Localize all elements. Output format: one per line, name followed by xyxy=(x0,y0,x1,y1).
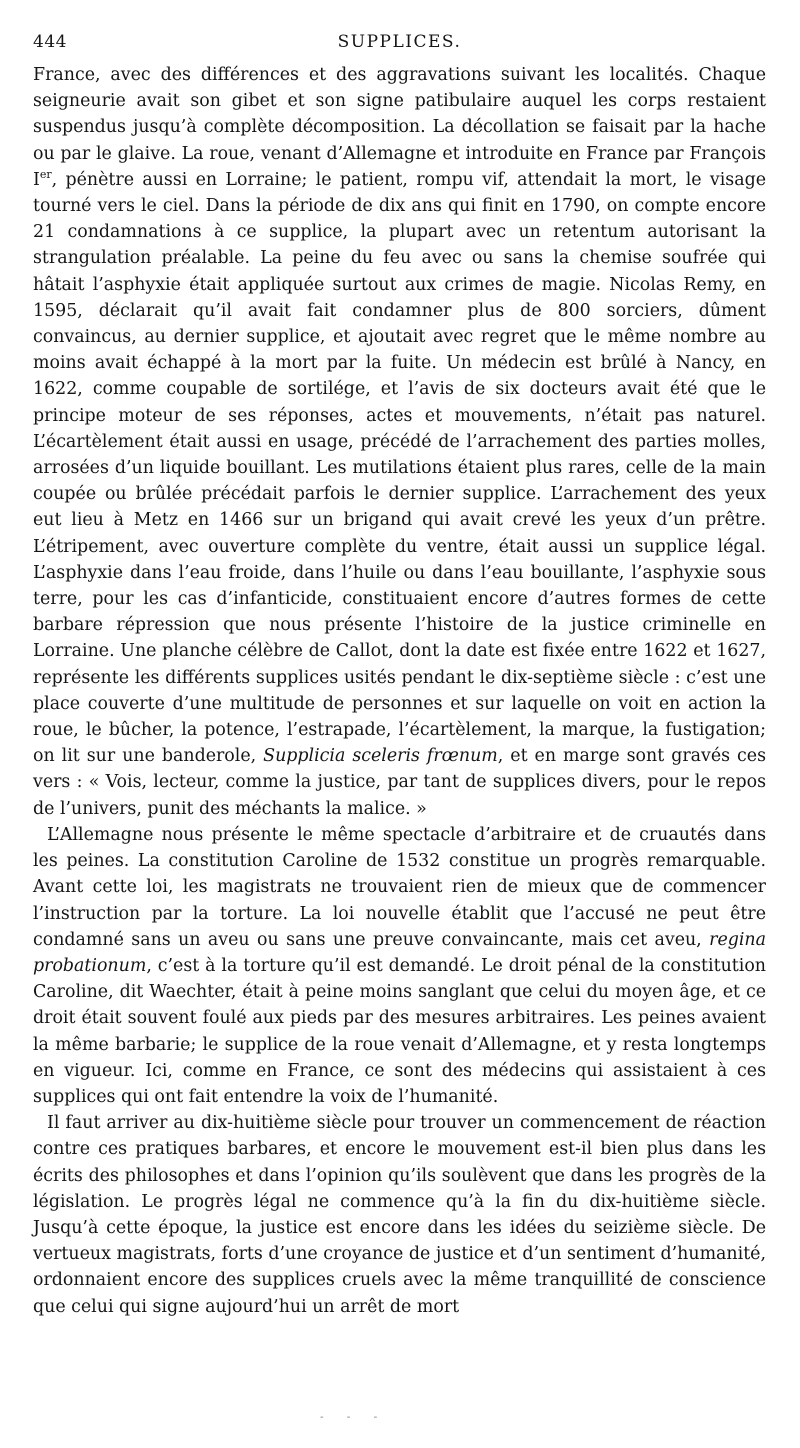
italic-phrase: Supplicia sceleris frœnum xyxy=(263,746,498,767)
italic-phrase: regina probationum xyxy=(33,929,766,976)
text-segment: , c’est à la torture qu’il est demandé. Le droit pénal de la constitution Caroline, dit Waechter, était à peine moins sanglant que celui du moyen âge, et ce droit était souvent foulé aux pieds par des mesures arbitraires. Les peines avaient la même barbarie; le supplice de la roue venait d’Allemagne, et y resta longtemps en vigueur. Ici, comme en France, ce sont des médecins qui assistaient à ces supplices qui ont fait entendre la voix de l’humanité. xyxy=(33,955,766,1107)
text-segment: France, avec des différences et des aggravations suivant les localités. Chaque seigneurie avait son gibet et son signe patibulaire auquel les corps restaient suspendus jusqu’à complète décomposition. La décollation se faisait par la hache ou par le glaive. La roue, venant d’Allemagne et introduite en France par François I xyxy=(33,65,766,190)
paragraph-1 xyxy=(33,62,766,822)
text-segment: L’Allemagne nous présente le même spectacle d’arbitraire et de cruautés dans les peines. La constitution Caroline de 1532 constitue un progrès remarquable. Avant cette loi, les magistrats ne trouvaient rien de mieux que de commencer l’instruction par la torture. La loi nouvelle établit que l’accusé ne peut être condamné sans un aveu ou sans une preuve convaincante, mais cet aveu, xyxy=(33,824,766,950)
book-page xyxy=(33,24,766,1320)
paragraph-3 xyxy=(33,1110,766,1320)
footer-marks: - - - xyxy=(320,1412,388,1423)
page-number: 444 xyxy=(33,32,67,52)
body-text xyxy=(33,62,766,1320)
paragraph-2 xyxy=(33,822,766,1110)
text-segment: , pénètre aussi en Lorraine; le patient, rompu vif, attendait la mort, le visage tourné vers le ciel. Dans la période de dix ans qui finit en 1790, on compte encore 21 condamnations à ce supplice, la plupart avec un retentum autorisant la strangulation préalable. La peine du feu avec ou sans la chemise soufrée qui hâtait l’asphyxie était appliquée surtout aux crimes de magie. Nicolas Remy, en 1595, déclarait qu’il avait fait condamner plus de 800 sorciers, dûment convaincus, au dernier supplice, et ajoutait avec regret que le même nombre au moins avait échappé à la mort par la fuite. Un médecin est brûlé à Nancy, en 1622, comme coupable de sortilége, et l’avis de six docteurs avait été que le principe moteur de ses réponses, actes et mouvements, n’était pas naturel. L’écartèlement était aussi en usage, précédé de l’arrachement des parties molles, arrosées d’un liquide bouillant. Les mutilations étaient plus rares, celle de la main coupée ou brûlée précédait parfois le dernier supplice. L’arrachement des yeux eut lieu à Metz en 1466 sur un brigand qui avait crevé les yeux d’un prêtre. L’étripement, avec ouverture complète du ventre, était aussi un supplice légal. L’asphyxie dans l’eau froide, dans l’huile ou dans l’eau bouillante, l’asphyxie sous terre, pour les cas d’infanticide, constituaient encore d’autres formes de cette barbare répression que nous présente l’histoire de la justice criminelle en Lorraine. Une planche célèbre de Callot, dont la date est fixée entre 1622 et 1627, représente les différents supplices usités pendant le dix-septième siècle : c’est une place couverte d’une multitude de personnes et sur laquelle on voit en action la roue, le bûcher, la potence, l’estrapade, l’écartèlement, la marque, la fustigation; on lit sur une banderole, xyxy=(33,169,766,767)
text-segment: Il faut arriver au dix-huitième siècle pour trouver un commencement de réaction contre ces pratiques barbares, et encore le mouvement est-il bien plus dans les écrits des philosophes et dans l’opinion qu’ils soulèvent que dans les progrès de la législation. Le progrès légal ne commence qu’à la fin du dix-huitième siècle. Jusqu’à cette époque, la justice est encore dans les idées du seizième siècle. De vertueux magistrats, forts d’une croyance de justice et d’un sentiment d’humanité, ordonnaient encore des supplices cruels avec la même tranquillité de conscience que celui qui signe aujourd’hui un arrêt de mort xyxy=(33,1113,766,1317)
running-head xyxy=(33,24,766,62)
superscript-text: er xyxy=(39,168,52,182)
running-title: SUPPLICES. xyxy=(337,32,462,52)
text-segment: , et en marge sont gravés ces vers : « Vois, lecteur, comme la justice, par tant de supplices divers, pour le repos de l’univers, punit des méchants la malice. » xyxy=(33,746,766,819)
